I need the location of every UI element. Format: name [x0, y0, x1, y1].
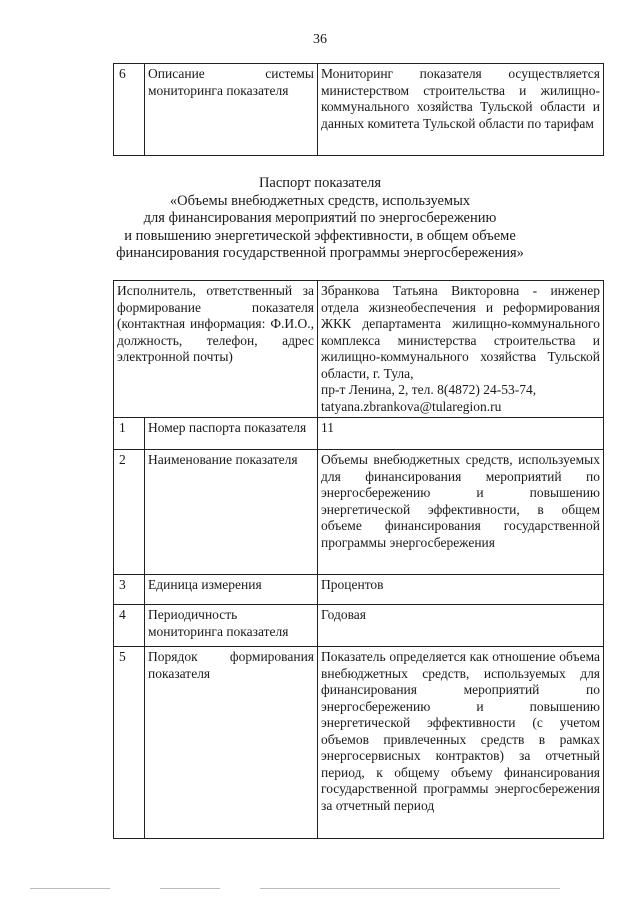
- heading-line: финансирования государственной программы энергосбережения»: [116, 245, 524, 261]
- top-table: [113, 63, 604, 156]
- executor-label: Исполнитель, ответственный за формирование показателя (контактная информация: Ф.И.О., должность, телефон, адрес электронной почты): [114, 281, 318, 418]
- row-value: Мониторинг показателя осуществляется министерством строительства и жилищно-коммунального хозяйства Тульской области и данных комитета Тульской области по тарифам: [318, 64, 604, 156]
- table-row: [114, 575, 604, 605]
- row-label: Номер паспорта показателя: [145, 418, 318, 450]
- passport-table: [113, 280, 604, 839]
- table-row: [114, 647, 604, 839]
- scan-artifact: [160, 888, 220, 889]
- executor-email: tatyana.zbrankova@tularegion.ru: [321, 398, 502, 414]
- row-value: Показатель определяется как отношение объема внебюджетных средств, используемых для финансирования мероприятий по энергосбережению и повышению энергетической эффективности (с учетом объемов привлеченных средств в рамках энергосервисных контрактов) за отчетный период, к общему объему финансирования государственной программы энергосбережения за отчетный период: [318, 647, 604, 839]
- scan-artifact: [260, 888, 560, 889]
- row-number: 2: [114, 450, 145, 575]
- heading-title: Паспорт показателя: [258, 175, 382, 191]
- row-label: Наименование показателя: [145, 450, 318, 575]
- table-row: [114, 281, 604, 418]
- row-number: 1: [114, 418, 145, 450]
- heading-line: и повышению энергетической эффективности, в общем объеме: [124, 227, 516, 244]
- executor-main: Збранкова Татьяна Викторовна - инженер отдела жизнеобеспечения и реформирования ЖКК департамента жилищно-коммунального комплекса министерства строительства и жилищно-коммунального хозяйства Тульской области, г. Тула,: [321, 283, 601, 381]
- executor-address: пр-т Ленина, 2, тел. 8(4872) 24-53-74,: [321, 382, 537, 397]
- scan-artifact: [30, 888, 110, 889]
- row-value: 11: [318, 418, 604, 450]
- table-row: [114, 605, 604, 647]
- row-value: Процентов: [318, 575, 604, 605]
- row-value: Годовая: [318, 605, 604, 647]
- row-number: 5: [114, 647, 145, 839]
- row-number: 3: [114, 575, 145, 605]
- row-number: 6: [114, 64, 145, 156]
- heading-line: «Объемы внебюджетных средств, используемых: [169, 192, 471, 209]
- passport-heading: [0, 175, 640, 263]
- table-row: [114, 418, 604, 450]
- row-label: Описание системы мониторинга показателя: [145, 64, 318, 156]
- page-number: 36: [313, 32, 327, 47]
- row-label: Порядок формирования показателя: [145, 647, 318, 839]
- executor-value: [318, 281, 604, 418]
- heading-line: для финансирования мероприятий по энергосбережению: [143, 210, 497, 226]
- row-number: 4: [114, 605, 145, 647]
- row-label: Единица измерения: [145, 575, 318, 605]
- row-value: Объемы внебюджетных средств, используемых для финансирования мероприятий по энергосбережению и повышению энергетической эффективности, в общем объеме финансирования государственной программы энергосбережения: [318, 450, 604, 575]
- table-row: [114, 64, 604, 156]
- row-label: Периодичность мониторинга показателя: [145, 605, 318, 647]
- table-row: [114, 450, 604, 575]
